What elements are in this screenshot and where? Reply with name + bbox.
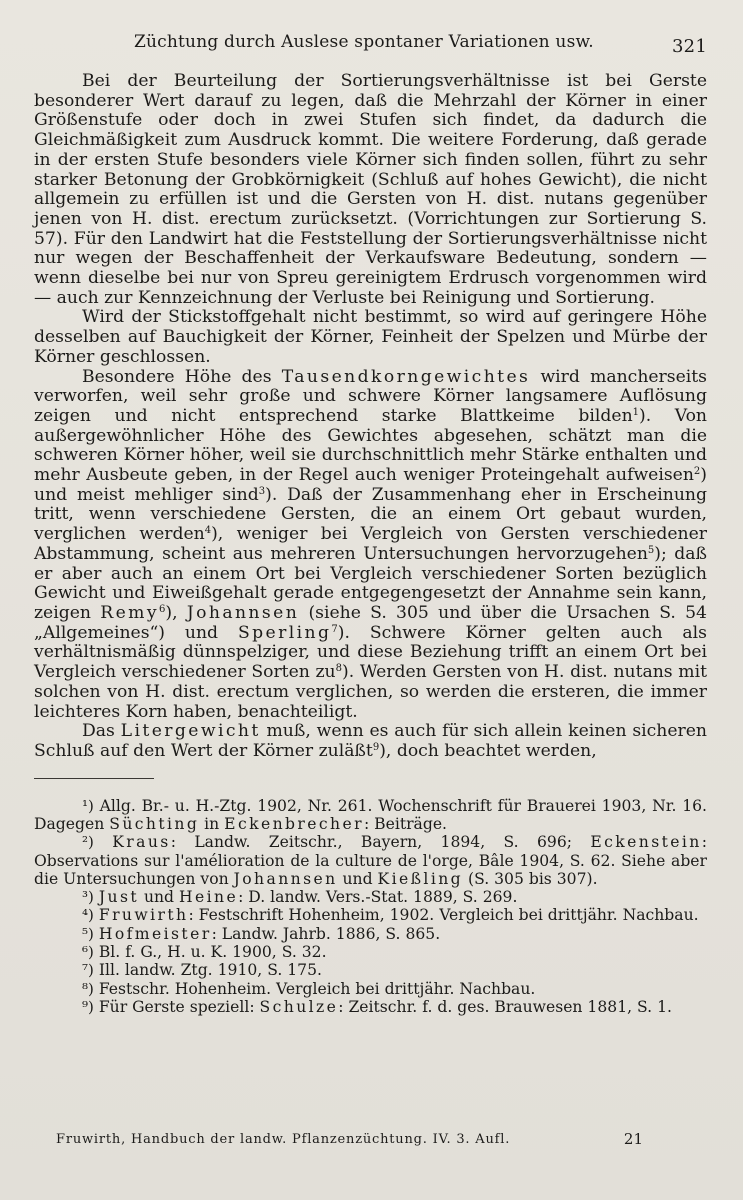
footnote-2: ²) Kraus: Landw. Zeitschr., Bayern, 1894, S. 696; Eckenstein: Observations sur l'amélioration de la culture de l'orge, Bâle 1904, S. 62. Siehe aber die Untersuchungen von Johannsen und Kießling (S. 305 bis 307). (34, 833, 707, 888)
footnote-ref: 5 (647, 544, 655, 556)
footnote-ref: 2 (693, 466, 701, 478)
paragraph-litergewicht: Das Litergewicht muß, wenn es auch für sich allein keinen sicheren Schluß auf den Wert der Körner zuläßt$^9$), doch beachtet werden, (34, 721, 708, 761)
footnote-divider (34, 778, 154, 779)
footnotes (34, 797, 707, 1017)
paragraph-sortierung: Bei der Beurteilung der Sortierungsverhältnisse ist bei Gerste besonderer Wert darauf zu legen, daß die Mehrzahl der Körner in einer Größenstufe oder doch in zwei Stufen sich findet, da dadurch die Gleichmäßigkeit zum Ausdruck kommt. Die weitere Forderung, daß gerade in der ersten Stufe besonders viele Körner sich finden sollen, führt zu sehr starker Betonung der Grobkörnigkeit (Schluß auf hohes Gewicht), die nicht allgemein zu erfüllen ist und die Gersten von H. dist. nutans gegenüber jenen von H. dist. erectum zurücksetzt. (Vorrichtungen zur Sortierung S. 57). Für den Landwirt hat die Feststellung der Sortierungsverhältnisse nicht nur wegen der Beschaffenheit der Verkaufsware Bedeutung, sondern — wenn dieselbe bei nur von Spreu gereinigtem Erdrusch vorgenommen wird — auch zur Kennzeichnung der Verluste bei Reinigung und Sortierung. (34, 71, 707, 308)
paragraph-stickstoff: Wird der Stickstoffgehalt nicht bestimmt, so wird auf geringere Höhe desselben auf Bauchigkeit der Körner, Feinheit der Spelzen und Mürbe der Körner geschlossen. (34, 307, 707, 367)
author-sperling: Sperling (237, 622, 332, 643)
footnote-ref: 3 (258, 485, 266, 497)
footer-book-title: , Handbuch der landw. Pflanzenzüchtung. IV. 3. Aufl. (121, 1132, 511, 1147)
footnote-3: ³) Just und Heine: D. landw. Vers.-Stat. 1889, S. 269. (82, 888, 518, 907)
paragraph-tausendkorngewicht: Besondere Höhe des Tausendkorngewichtes wird mancherseits verworfen, weil sehr große und schwere Körner langsamere Auflösung zeigen und nicht entsprechend starke Blattkeime bilden$^1$). Von außergewöhnlicher Höhe des Gewichtes abgesehen, schätzt man die schweren Körner höher, weil sie durchschnittlich mehr Stärke enthalten und mehr Ausbeute geben, in der Regel auch weniger Proteingehalt aufweisen$^2$) und meist mehliger sind$^3$). Daß der Zusammenhang eher in Erscheinung tritt, wenn verschiedene Gersten, die an einem Ort gebaut wurden, verglichen werden$^4$), weniger bei Vergleich von Gersten verschiedener Abstammung, scheint aus mehreren Untersuchungen hervorzugehen$^5$); daß er aber auch an einem Ort bei Vergleich verschiedener Sorten bezüglich Gewicht und Eiweißgehalt gerade entgegengesetzt der Annahme sein kann, zeigen Remy$^6$), Johannsen (siehe S. 305 und über die Ursachen S. 54 „Allgemeines“) und Sperling$^7$). Schwere Körner gelten auch als verhältnismäßig dünnspelziger, und diese Beziehung trifft an einem Ort bei Vergleich verschiedener Sorten $zu^8$). Werden Gersten von H. dist. nutans mit solchen von H. dist. erectum verglichen, so werden die ersteren, die immer leichteres Korn haben, benachteiligt. (34, 366, 708, 722)
footnote-9: ⁹) Für Gerste speziell: Schulze: Zeitschr. f. d. ges. Brauwesen 1881, S. 1. (82, 997, 672, 1016)
term-litergewicht: Litergewicht (120, 721, 261, 742)
footnote-4: ⁴) Fruwirth: Festschrift Hohenheim, 1902. Vergleich bei drittjähr. Nachbau. (82, 906, 699, 925)
footnote-ref: 8 (335, 663, 342, 675)
signature-mark: 21 (623, 1130, 643, 1148)
page-header (34, 28, 707, 64)
footnote-ref: 1 (632, 406, 640, 418)
footer-author: Fruwirth (56, 1132, 122, 1147)
footnote-6: ⁶) Bl. f. G., H. u. K. 1900, S. 32. (82, 942, 327, 961)
footnote-5: ⁵) Hofmeister: Landw. Jahrb. 1886, S. 865. (82, 924, 441, 943)
footnote-ref: 7 (331, 623, 338, 635)
footnote-ref: 9 (372, 741, 380, 753)
footnote-1: ¹) Allg. Br.- u. H.-Ztg. 1902, Nr. 261. Wochenschrift für Brauerei 1903, Nr. 16. Dagegen Süchting in Eckenbrecher: Beiträge. (34, 796, 707, 833)
author-remy: Remy (100, 602, 159, 623)
running-title: Züchtung durch Auslese spontaner Variationen usw. (134, 32, 594, 52)
body-text (34, 72, 707, 762)
term-tausendkorngewicht: Tausendkorngewichtes (281, 366, 531, 387)
footnote-ref: 4 (204, 525, 212, 537)
footnote-ref: 6 (158, 603, 166, 615)
footnote-7: ⁷) Ill. landw. Ztg. 1910, S. 175. (82, 961, 322, 980)
footnote-8: ⁸) Festschr. Hohenheim. Vergleich bei drittjähr. Nachbau. (82, 979, 536, 998)
page-number: 321 (672, 36, 707, 57)
page-footer (56, 1132, 643, 1147)
author-johannsen: Johannsen (186, 602, 300, 623)
